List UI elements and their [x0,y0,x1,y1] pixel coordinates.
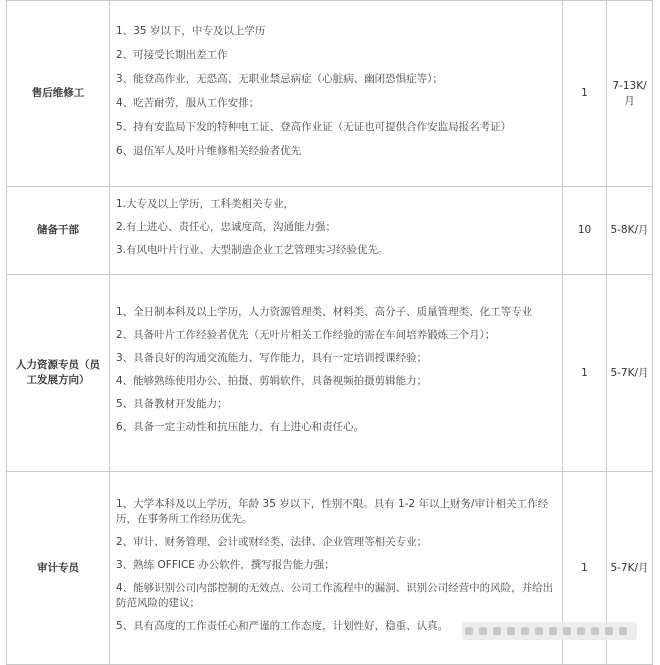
requirements-cell [110,187,563,275]
requirement-item: 4、吃苦耐劳，服从工作安排； [116,96,260,109]
requirement-item: 5、持有安监局下发的特种电工证、登高作业证（无证也可提供合作安监局报名考证） [116,120,512,133]
salary-cell: 5-7K/月 [607,275,653,472]
requirement-item: 1、35 岁以下，中专及以上学历 [116,24,266,37]
table-row [7,275,653,472]
requirement-item: 2、可接受长期出差工作 [116,48,228,61]
position-cell: 售后维修工 [7,1,110,187]
position-cell: 人力资源专员（员工发展方向） [7,275,110,472]
requirement-item: 6、退伍军人及叶片维修相关经验者优先 [116,144,302,157]
requirement-item: 1、全日制本科及以上学历，人力资源管理类、材料类、高分子、质量管理类、化工等专业 [116,306,533,318]
requirement-item: 2、具备叶片工作经验者优先（无叶片相关工作经验的需在车间培养锻炼三个月）； [116,329,496,341]
table-row [7,187,653,275]
requirement-item: 2、审计、财务管理、会计或财经类、法律、企业管理等相关专业； [116,535,428,548]
requirements-cell [110,275,563,472]
requirement-item: 5、具有高度的工作责任心和严谨的工作态度，计划性好，稳重、认真。 [116,619,449,632]
requirement-item: 4、能够熟练使用办公、拍摄、剪辑软件，具备视频拍摄剪辑能力； [116,375,428,387]
requirement-item: 3、熟练 OFFICE 办公软件，撰写报告能力强； [116,558,335,571]
blurred-watermark [462,622,637,640]
headcount-cell: 1 [563,1,607,187]
headcount-cell: 1 [563,472,607,665]
headcount-cell: 1 [563,275,607,472]
requirements-cell [110,1,563,187]
position-cell: 审计专员 [7,472,110,665]
salary-cell: 5-7K/月 [607,472,653,665]
requirement-item: 3、能登高作业，无恐高、无职业禁忌病症（心脏病、幽闭恐惧症等）； [116,72,443,85]
position-cell: 储备干部 [7,187,110,275]
headcount-cell: 10 [563,187,607,275]
requirement-item: 4、能够识别公司内部控制的无效点、公司工作流程中的漏洞、识别公司经营中的风险，并给出防范风险的建议； [116,581,554,609]
table-row [7,1,653,187]
requirement-item: 6、具备一定主动性和抗压能力，有上进心和责任心。 [116,421,365,433]
salary-cell: 7-13K/月 [607,1,653,187]
requirement-item: 1、大学本科及以上学历，年龄 35 岁以下，性别不限。具有 1-2 年以上财务/审计相关工作经历，在事务所工作经历优先。 [116,497,549,525]
requirement-item: 5、具备教材开发能力； [116,398,228,410]
salary-cell: 5-8K/月 [607,187,653,275]
requirement-item: 3.有风电叶片行业、大型制造企业工艺管理实习经验优先。 [116,244,389,256]
requirement-item: 3、具备良好的沟通交流能力、写作能力，具有一定培训授课经验； [116,352,428,364]
job-table [6,0,653,665]
requirement-item: 1.大专及以上学历，工科类相关专业， [116,198,295,210]
requirement-item: 2.有上进心、责任心，忠诚度高，沟通能力强； [116,221,337,233]
